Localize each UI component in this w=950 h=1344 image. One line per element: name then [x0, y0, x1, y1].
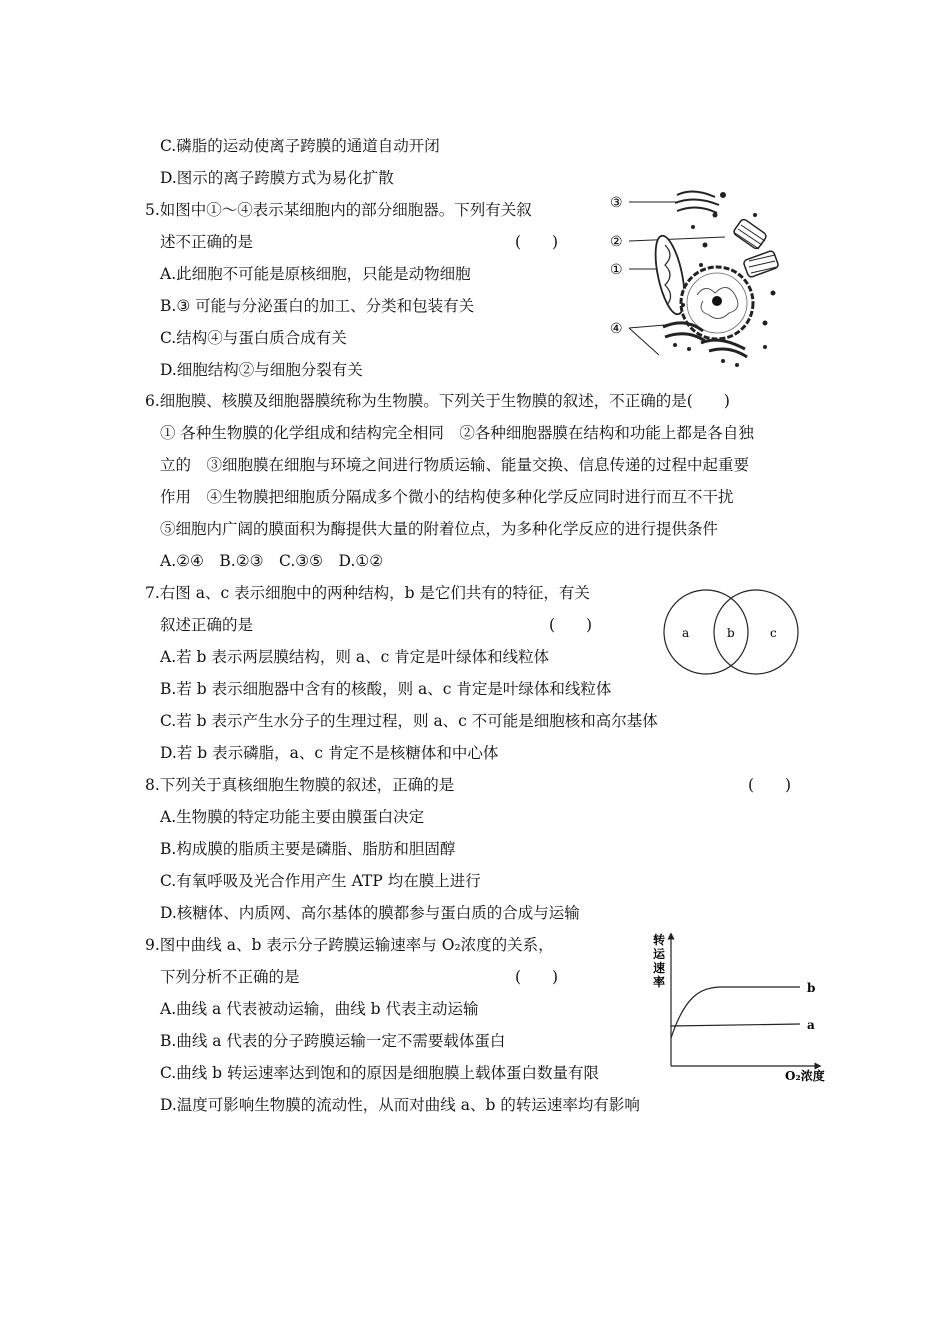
figure-label-1: ① [610, 262, 623, 278]
curve-b-label: b [807, 981, 816, 995]
q8-answer-blank: ( ) [748, 776, 792, 794]
q5-option-c: C.结构④与蛋白质合成有关 [160, 329, 347, 347]
q9-stem-line1: 9.图中曲线 a、b 表示分子跨膜运输速率与 O₂浓度的关系， [145, 936, 554, 954]
q6-statement-line1: ① 各种生物膜的化学组成和结构完全相同 ②各种细胞器膜在结构和功能上都是各自独 [160, 424, 754, 442]
q5-stem-line2: 述不正确的是 [160, 233, 254, 251]
q6-options: A.②④ B.②③ C.③⑤ D.①② [160, 552, 384, 570]
y-axis-label-1: 转 [653, 933, 666, 947]
venn-label-a: a [682, 626, 690, 640]
q7-option-c: C.若 b 表示产生水分子的生理过程，则 a、c 不可能是细胞核和高尔基体 [160, 712, 658, 730]
q5-answer-blank: ( ) [515, 233, 559, 251]
y-axis-label-3: 速 [653, 961, 666, 975]
q8-option-d: D.核糖体、内质网、高尔基体的膜都参与蛋白质的合成与运输 [160, 904, 580, 922]
q5-option-b: B.③ 可能与分泌蛋白的加工、分类和包装有关 [160, 297, 475, 315]
q9-option-a: A.曲线 a 代表被动运输，曲线 b 代表主动运输 [160, 1000, 479, 1018]
nucleus [681, 267, 753, 339]
q7-stem-line1: 7.右图 a、c 表示细胞中的两种结构，b 是它们共有的特征，有关 [145, 584, 590, 602]
q9-stem-line2: 下列分析不正确的是 [160, 968, 300, 986]
venn-label-b: b [727, 626, 735, 640]
curve-a-label: a [807, 1018, 815, 1032]
q5-stem-line1: 5.如图中①～④表示某细胞内的部分细胞器。下列有关叙 [145, 201, 532, 219]
q8-option-b: B.构成膜的脂质主要是磷脂、脂肪和胆固醇 [160, 840, 456, 858]
q6-statement-line3: 作用 ④生物膜把细胞质分隔成多个微小的结构使多种化学反应同时进行而互不干扰 [160, 488, 734, 506]
figure-label-4: ④ [610, 321, 623, 337]
y-axis-label-4: 率 [653, 975, 666, 989]
q7-answer-blank: ( ) [549, 616, 593, 634]
q4-option-d: D.图示的离子跨膜方式为易化扩散 [160, 169, 394, 187]
q9-option-c: C.曲线 b 转运速率达到饱和的原因是细胞膜上载体蛋白数量有限 [160, 1064, 600, 1082]
q7-option-a: A.若 b 表示两层膜结构，则 a、c 肯定是叶绿体和线粒体 [160, 648, 550, 666]
figure-label-2: ② [610, 234, 623, 250]
venn-diagram [660, 586, 806, 680]
q8-option-c: C.有氧呼吸及光合作用产生 ATP 均在膜上进行 [160, 872, 481, 890]
cell-organelle-figure [605, 185, 790, 370]
q5-option-a: A.此细胞不可能是原核细胞，只能是动物细胞 [160, 265, 471, 283]
q9-option-d: D.温度可影响生物膜的流动性，从而对曲线 a、b 的转运速率均有影响 [160, 1096, 640, 1114]
q8-stem: 8.下列关于真核细胞生物膜的叙述，正确的是 [145, 776, 455, 794]
q9-answer-blank: ( ) [515, 968, 559, 986]
venn-label-c: c [770, 626, 777, 640]
golgi-apparatus [675, 191, 725, 213]
transport-rate-graph [640, 926, 840, 1086]
q4-option-c: C.磷脂的运动使离子跨膜的通道自动开闭 [160, 137, 440, 155]
curve-a [671, 1024, 800, 1026]
q6-stem: 6.细胞膜、核膜及细胞器膜统称为生物膜。下列关于生物膜的叙述，不正确的是( ) [145, 392, 730, 410]
q7-option-d: D.若 b 表示磷脂，a、c 肯定不是核糖体和中心体 [160, 744, 499, 762]
figure-label-3: ③ [610, 195, 623, 211]
venn-circle-left [664, 590, 748, 674]
q6-statement-line4: ⑤细胞内广阔的膜面积为酶提供大量的附着位点，为多种化学反应的进行提供条件 [160, 520, 719, 538]
q5-option-d: D.细胞结构②与细胞分裂有关 [160, 361, 363, 379]
q7-stem-line2: 叙述正确的是 [160, 616, 254, 634]
centriole [733, 218, 780, 278]
curve-b [671, 987, 800, 1038]
q9-option-b: B.曲线 a 代表的分子跨膜运输一定不需要载体蛋白 [160, 1032, 506, 1050]
q6-statement-line2: 立的 ③细胞膜在细胞与环境之间进行物质运输、能量交换、信息传递的过程中起重要 [160, 456, 750, 474]
q7-option-b: B.若 b 表示细胞器中含有的核酸，则 a、c 肯定是叶绿体和线粒体 [160, 680, 612, 698]
y-axis-label-2: 运 [653, 947, 666, 961]
x-axis-label: O₂浓度 [785, 1069, 825, 1083]
q8-option-a: A.生物膜的特定功能主要由膜蛋白决定 [160, 808, 425, 826]
